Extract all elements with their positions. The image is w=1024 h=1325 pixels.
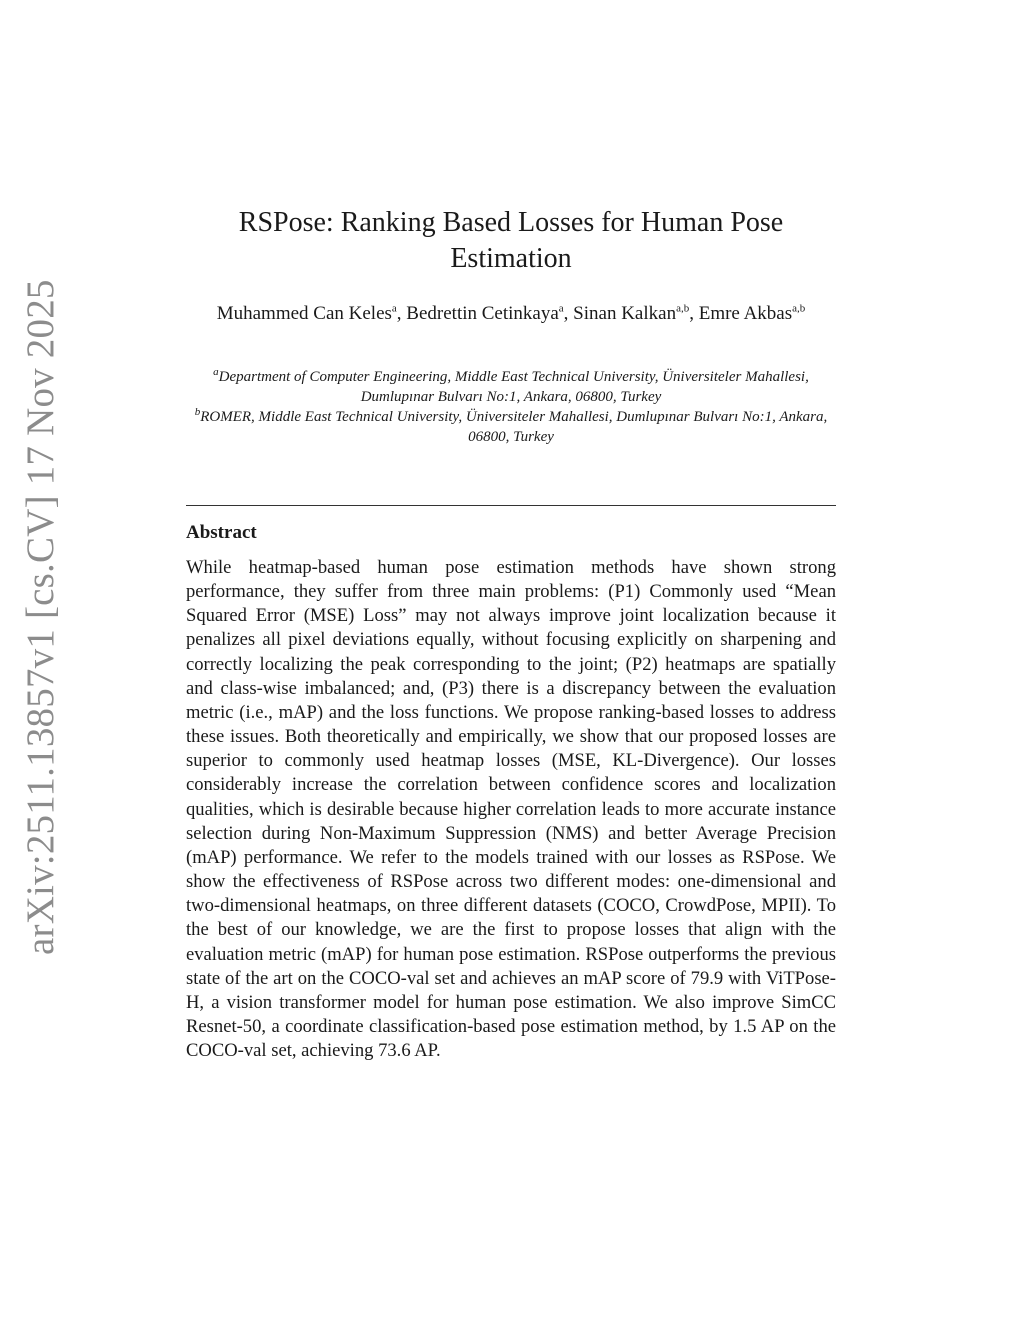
author-name: Muhammed Can Keles	[216, 303, 392, 324]
author-name: Emre Akbas	[698, 303, 793, 324]
section-divider	[186, 505, 836, 506]
author-affiliation-mark: a,b	[676, 302, 690, 315]
author-name: Sinan Kalkan	[573, 303, 677, 324]
author-list: Muhammed Can Keles$^a$, Bedrettin Cetinkaya$^a$, Sinan Kalkan$^{a,b}$, Emre Akbas$^{a,b}$	[216, 302, 806, 324]
author-affiliation-mark: a	[558, 302, 564, 315]
affiliation-text: Department of Computer Engineering, Middle East Technical University, Üniversiteler Mahallesi, Dumlupınar Bulvarı No:1, Ankara, 06800, Turkey	[218, 369, 809, 405]
paper-title: RSPose: Ranking Based Losses for Human Pose Estimation	[238, 207, 784, 274]
affiliation-text: ROMER, Middle East Technical University, Üniversiteler Mahallesi, Dumlupınar Bulvarı No:1, Ankara, 06800, Turkey	[200, 409, 828, 445]
author-affiliation-mark: a	[391, 302, 397, 315]
author-affiliation-mark: a,b	[792, 302, 806, 315]
arxiv-identifier: arXiv:2511.13857v1 [cs.CV] 17 Nov 2025	[19, 279, 62, 955]
author-name: Bedrettin Cetinkaya	[406, 303, 559, 324]
affiliation-item	[186, 367, 836, 407]
affiliation-mark: b	[194, 406, 201, 418]
abstract-heading: Abstract	[186, 522, 257, 543]
affiliation-item	[186, 407, 836, 447]
abstract-body: While heatmap-based human pose estimation methods have shown strong performance, they suffer from three main problems: (P1) Commonly used “Mean Squared Error (MSE) Loss” may not always improve joint localization because it penalizes all pixel deviations equally, without focusing explicitly on sharpening and correctly localizing the peak corresponding to the joint; (P2) heatmaps are spatially and class-wise imbalanced; and, (P3) there is a discrepancy between the evaluation metric (i.e., mAP) and the loss functions. We propose ranking-based losses to address these issues. Both theoretically and empirically, we show that our proposed losses are superior to commonly used heatmap losses (MSE, KL-Divergence). Our losses considerably increase the correlation between confidence scores and localization qualities, which is desirable because higher correlation leads to more accurate instance selection during Non-Maximum Suppression (NMS) and better Average Precision (mAP) performance. We refer to the models trained with our losses as RSPose. We show the effectiveness of RSPose across two different modes: one-dimensional and two-dimensional heatmaps, on three different datasets (COCO, CrowdPose, MPII). To the best of our knowledge, we are the first to propose losses that align with the evaluation metric (mAP) for human pose estimation. RSPose outperforms the previous state of the art on the COCO-val set and achieves an mAP score of 79.9 with ViTPose-H, a vision transformer model for human pose estimation. We also improve SimCC Resnet-50, a coordinate classification-based pose estimation method, by 1.5 AP on the COCO-val set, achieving 73.6 AP.	[186, 557, 836, 1062]
affiliation-mark: a	[213, 366, 219, 378]
affiliation-list	[186, 367, 836, 447]
